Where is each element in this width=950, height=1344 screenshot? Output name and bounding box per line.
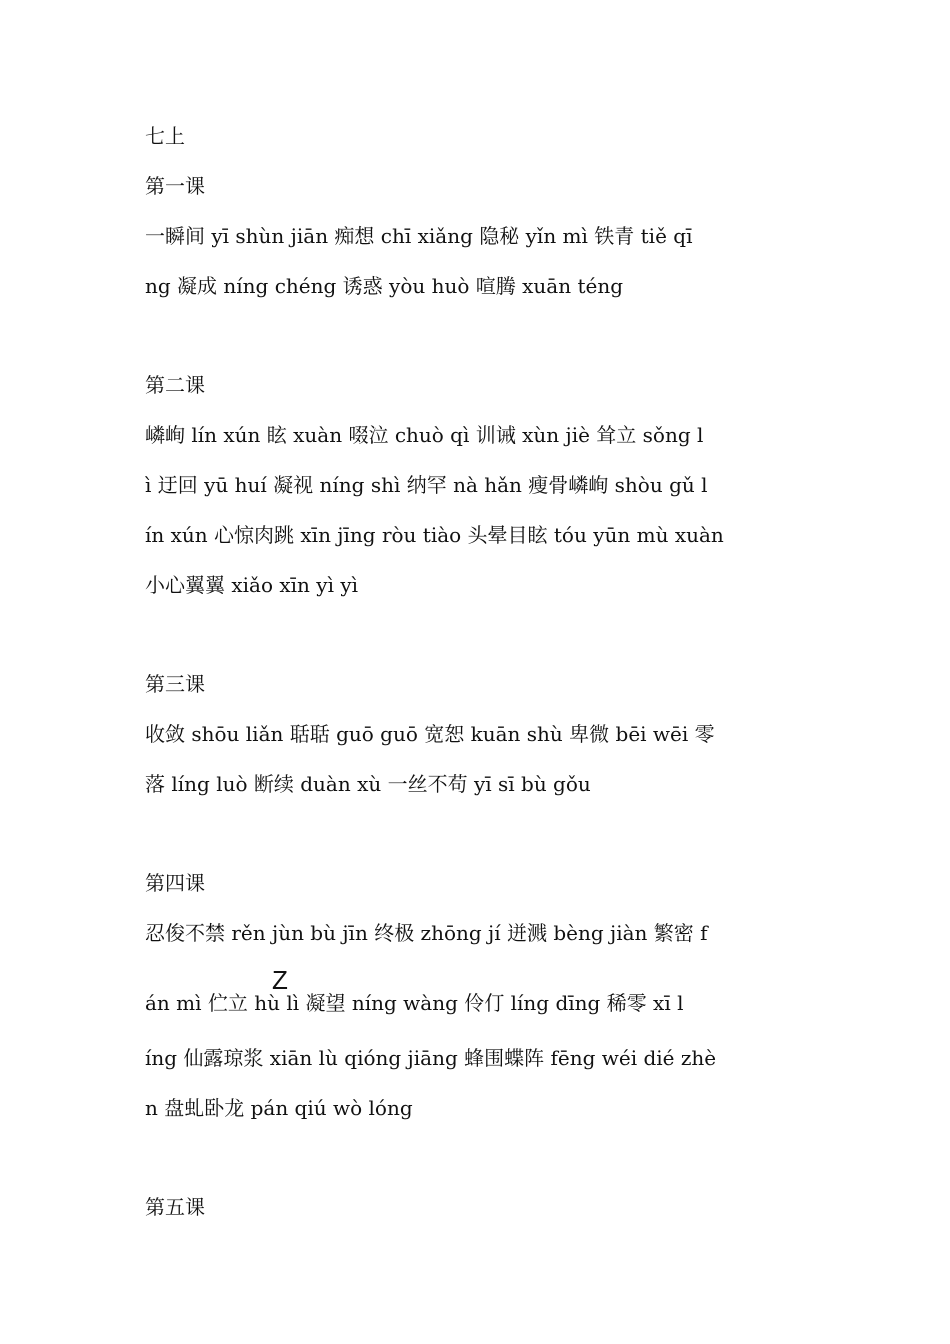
lesson-4-line-4: n 盘虬卧龙 pán qiú wò lóng	[145, 1096, 413, 1120]
lesson-5-heading: 第五课	[145, 1195, 205, 1219]
lesson-2-line-2: ì 迂回 yū huí 凝视 níng shì 纳罕 nà hǎn 瘦骨嶙峋 shòu gǔ l	[145, 473, 708, 497]
lesson-1-line-2: ng 凝成 níng chéng 诱惑 yòu huò 喧腾 xuān téng	[145, 274, 624, 298]
lesson-1-heading: 第一课	[145, 174, 205, 198]
lesson-2-line-1: 嶙峋 lín xún 眩 xuàn 啜泣 chuò qì 训诫 xùn jiè 耸立 sǒng l	[145, 423, 704, 447]
lesson-3-line-1: 收敛 shōu liǎn 聒聒 guō guō 宽恕 kuān shù 卑微 bēi wēi 零	[145, 722, 715, 746]
lesson-3-heading: 第三课	[145, 672, 205, 696]
lesson-4-line-2: án mì 伫立 hù lì 凝望 níng wàng 伶仃 líng dīng 稀零 xī l	[145, 991, 684, 1015]
lesson-2-heading: 第二课	[145, 373, 205, 397]
lesson-4-line-3: íng 仙露琼浆 xiān lù qióng jiāng 蜂围蝶阵 fēng wéi dié zhè	[145, 1046, 717, 1070]
lesson-2-line-4: 小心翼翼 xiǎo xīn yì yì	[145, 573, 359, 597]
lesson-4-line-1: 忍俊不禁 rěn jùn bù jīn 终极 zhōng jí 迸溅 bèng jiàn 繁密 f	[145, 921, 708, 945]
lesson-4-heading: 第四课	[145, 871, 205, 895]
lesson-3-line-2: 落 líng luò 断续 duàn xù 一丝不苟 yī sī bù gǒu	[145, 772, 591, 796]
lesson-1-line-1: 一瞬间 yī shùn jiān 痴想 chī xiǎng 隐秘 yǐn mì 铁青 tiě qī	[145, 224, 693, 248]
large-z-mark: Z	[272, 965, 288, 995]
lesson-2-line-3: ín xún 心惊肉跳 xīn jīng ròu tiào 头晕目眩 tóu yūn mù xuàn	[145, 523, 724, 547]
document-title: 七上	[145, 124, 185, 148]
